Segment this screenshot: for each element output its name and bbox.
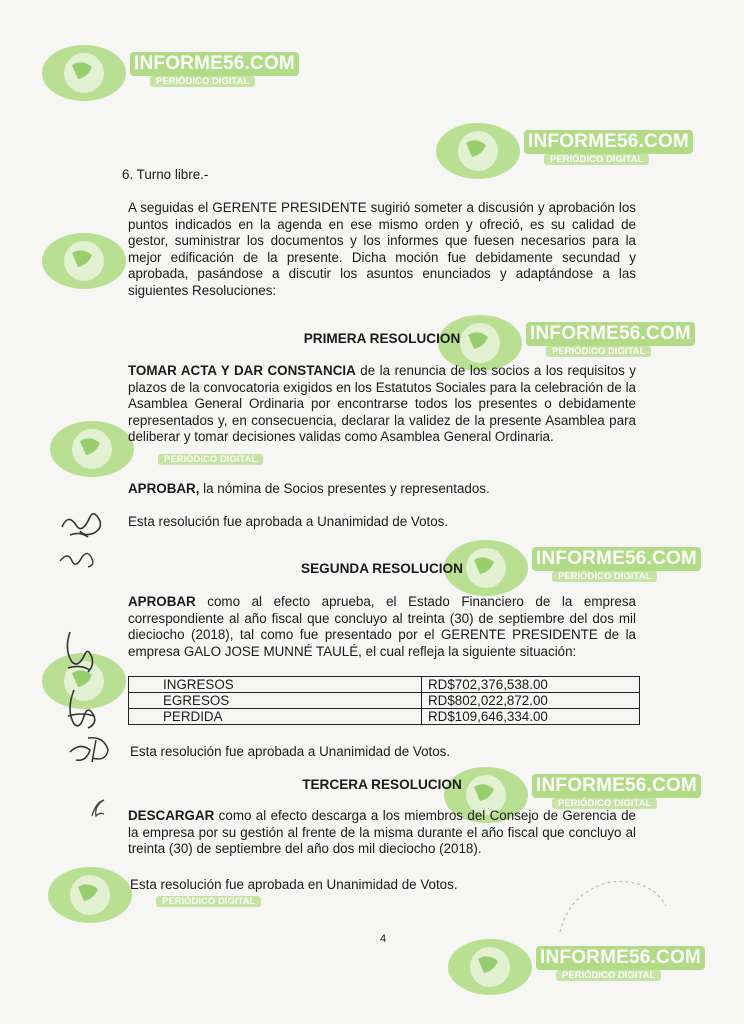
segunda-heading: SEGUNDA RESOLUCION [301, 561, 463, 576]
watermark-brand: INFORME56.COM [536, 946, 705, 970]
watermark-brand: INFORME56.COM [532, 547, 701, 571]
watermark-brand: INFORME56.COM [130, 52, 299, 76]
primera-text: de la renuncia de los socios a los requisitos y plazos de la convocatoria exigidos en los Estatutos Sociales para la celebración de la Asamblea General Ordinaria por encontrarse todos los presentes o debidamente representados y, en consecuencia, declarar la validez de la presente Asamblea para deliberar y tomar decisiones validas como Asamblea General Ordinaria. [128, 363, 636, 444]
watermark-tagline: PERIÓDICO DIGITAL [556, 970, 661, 981]
watermark-tagline: PERIÓDICO DIGITAL [552, 571, 657, 582]
table-cell-label: EGRESOS [129, 693, 422, 709]
table-row [129, 693, 640, 709]
financial-table [128, 676, 640, 725]
watermark-logo [44, 862, 294, 928]
agenda-item-6: 6. Turno libre.- [122, 167, 209, 182]
globe-icon [44, 862, 140, 928]
watermark-logo [38, 228, 118, 294]
intro-paragraph: A seguidas el GERENTE PRESIDENTE sugirió someter a discusión y aprobación los puntos indicados en la agenda en ese mismo orden y ofreció, es su calidad de gestor, suministrar los documentos y los informes que fuesen necesarios para la mejor edificación de la presente. Dicha moción fue debidamente secundad y aprobada, pasándose a discutir los asuntos enunciados y adaptándose a las siguientes Resoluciones: [128, 200, 636, 298]
globe-icon [444, 934, 540, 1000]
watermark-logo [38, 40, 295, 106]
signature-mark [66, 732, 122, 768]
primera-action: TOMAR ACTA Y DAR CONSTANCIA [128, 363, 356, 378]
tercera-vote-note: Esta resolución fue aprobada en Unanimidad de Votos. [130, 877, 458, 892]
signature-mark [60, 686, 108, 736]
globe-icon [38, 40, 134, 106]
table-cell-label: INGRESOS [129, 677, 422, 693]
signature-mark [58, 628, 106, 684]
aprobar-label: APROBAR, [128, 481, 200, 496]
segunda-vote-note: Esta resolución fue aprobada a Unanimidad de Votos. [130, 744, 451, 759]
signature-mark [54, 505, 114, 577]
primera-vote-note: Esta resolución fue aprobada a Unanimidad de Votos. [128, 514, 449, 529]
table-cell-value: RD$702,376,538.00 [422, 677, 640, 693]
segunda-text: como al efecto aprueba, el Estado Financiero de la empresa correspondiente al año fiscal que concluyo al treinta (30) de septiembre del dos mil dieciocho (2018), tal como fue presentado por el GERENTE PRESIDENTE de la empresa GALO JOSE MUNNÉ TAULÉ, el cual refleja la siguiente situación: [128, 594, 636, 659]
table-cell-value: RD$109,646,334.00 [422, 709, 640, 725]
tercera-paragraph [128, 808, 636, 858]
watermark-brand: INFORME56.COM [526, 322, 695, 346]
globe-icon [38, 228, 134, 294]
primera-aprobar [128, 481, 490, 498]
watermark-tagline: PERIÓDICO DIGITAL [546, 346, 651, 357]
segunda-action: APROBAR [128, 594, 196, 609]
watermark-logo [432, 118, 689, 184]
segunda-paragraph [128, 594, 636, 660]
tercera-text: como al efecto descarga a los miembros del Consejo de Gerencia de la empresa por su gestión al frente de la misma durante el año fiscal que concluyo al treinta (30) de septiembre del año dos mil dieciocho (2018). [128, 808, 636, 856]
watermark-logo [444, 934, 701, 1000]
table-row [129, 677, 640, 693]
globe-icon [432, 118, 528, 184]
watermark-tagline: PERIÓDICO DIGITAL [156, 896, 261, 907]
primera-paragraph [128, 363, 636, 446]
page-number: 4 [380, 933, 387, 945]
aprobar-text: la nómina de Socios presentes y representados. [199, 481, 490, 496]
seal-stamp [540, 872, 670, 942]
tercera-action: DESCARGAR [128, 808, 215, 823]
watermark-tagline: PERIÓDICO DIGITAL [158, 454, 263, 465]
initial-mark [84, 796, 110, 822]
primera-heading: PRIMERA RESOLUCION [303, 331, 461, 346]
watermark-brand: INFORME56.COM [532, 774, 701, 798]
watermark-tagline: PERIÓDICO DIGITAL [150, 76, 255, 87]
table-cell-value: RD$802,022,872.00 [422, 693, 640, 709]
tercera-heading: TERCERA RESOLUCION [302, 777, 462, 792]
watermark-tagline: PERIÓDICO DIGITAL [552, 798, 657, 809]
watermark-brand: INFORME56.COM [524, 130, 693, 154]
table-row [129, 709, 640, 725]
table-cell-label: PERDIDA [129, 709, 422, 725]
watermark-tagline: PERIÓDICO DIGITAL [544, 154, 649, 165]
